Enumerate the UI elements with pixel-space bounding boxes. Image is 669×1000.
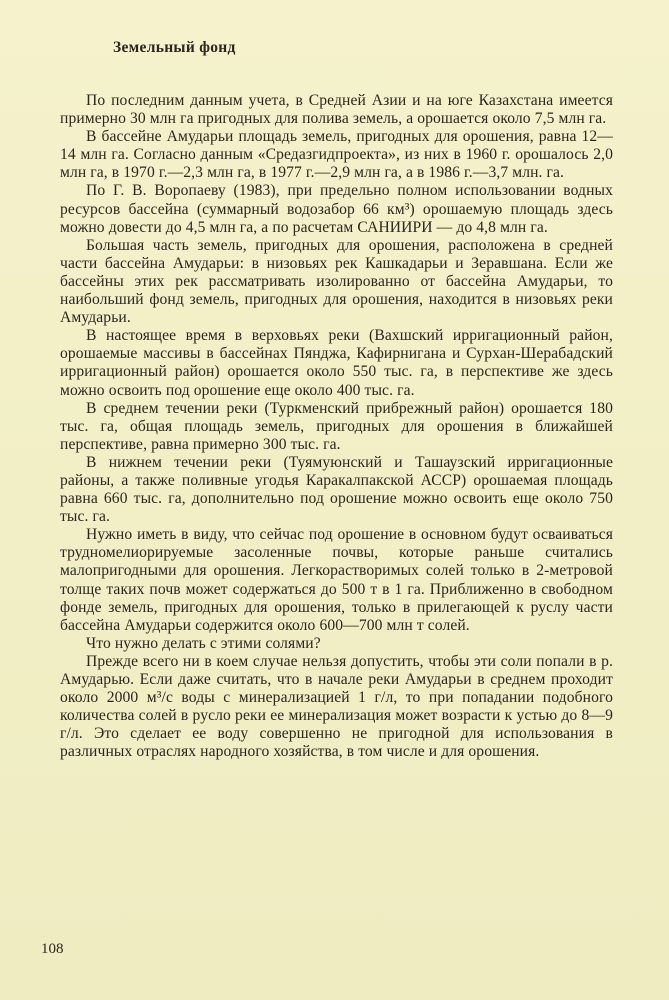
paragraph: В настоящее время в верховьях реки (Вахшский ирригационный район, орошаемые массивы в бассейнах Пянджа, Кафирнигана и Сурхан-Шерабадский ирригационный район) орошается около 550 тыс. га, в перспективе же здесь можно освоить под орошение еще около 400 тыс. га.: [60, 327, 613, 399]
paragraph: Нужно иметь в виду, что сейчас под орошение в основном будут осваиваться трудномелиорируемые засоленные почвы, которые раньше считались малопригодными для орошения. Легкорастворимых солей только в 2-метровой толще таких почв может содержаться до 500 т в 1 га. Приближенно в свободном фонде земель, пригодных для орошения, только в прилегающей к руслу части бассейна Амударьи содержится около 600—700 млн т солей.: [60, 526, 613, 634]
paragraph: В среднем течении реки (Туркменский прибрежный район) орошается 180 тыс. га, общая площадь земель, пригодных для орошения в ближайшей перспективе, равна примерно 300 тыс. га.: [60, 399, 613, 453]
paragraph: Что нужно делать с этими солями?: [86, 634, 321, 652]
running-header: Земельный фонд: [113, 39, 236, 56]
page-number: 108: [41, 941, 64, 957]
paragraph: По последним данным учета, в Средней Азии и на юге Казахстана имеется примерно 30 млн га пригодных для полива земель, а орошается около 7,5 млн га.: [60, 92, 613, 128]
paragraph: Большая часть земель, пригодных для орошения, расположена в средней части бассейна Амударьи: в низовьях рек Кашкадарьи и Зеравшана. Если же бассейны этих рек рассматривать изолированно от бассейна Амударьи, то наибольший фонд земель, пригодных для орошения, находится в низовьях реки Амударьи.: [60, 236, 613, 327]
body-text: [60, 92, 613, 761]
paragraph: По Г. В. Воропаеву (1983), при предельно полном использовании водных ресурсов бассейна (суммарный водозабор 66 км³) орошаемую площадь здесь можно довести до 4,5 млн га, а по расчетам САНИИРИ — до 4,8 млн га.: [60, 182, 613, 236]
paragraph: В бассейне Амударьи площадь земель, пригодных для орошения, равна 12—14 млн га. Согласно данным «Средазгидпроекта», из них в 1960 г. орошалось 2,0 млн га, в 1970 г.—2,3 млн га, в 1977 г.—2,9 млн га, а в 1986 г.—3,7 млн. га.: [60, 128, 613, 182]
paragraph: В нижнем течении реки (Туямуюнский и Ташаузский ирригационные районы, а также поливные угодья Каракалпакской АССР) орошаемая площадь равна 660 тыс. га, дополнительно под орошение можно освоить еще около 750 тыс. га.: [60, 453, 613, 526]
paragraph: Прежде всего ни в коем случае нельзя допустить, чтобы эти соли попали в р. Амударью. Если даже считать, что в начале реки Амударьи в среднем проходит около 2000 м³/с воды с минерализацией 1 г/л, то при попадании подобного количества солей в русло реки ее минерализация может возрасти к устью до 8—9 г/л. Это сделает ее воду совершенно не пригодной для использования в различных отраслях народного хозяйства, в том числе и для орошения.: [60, 652, 613, 761]
